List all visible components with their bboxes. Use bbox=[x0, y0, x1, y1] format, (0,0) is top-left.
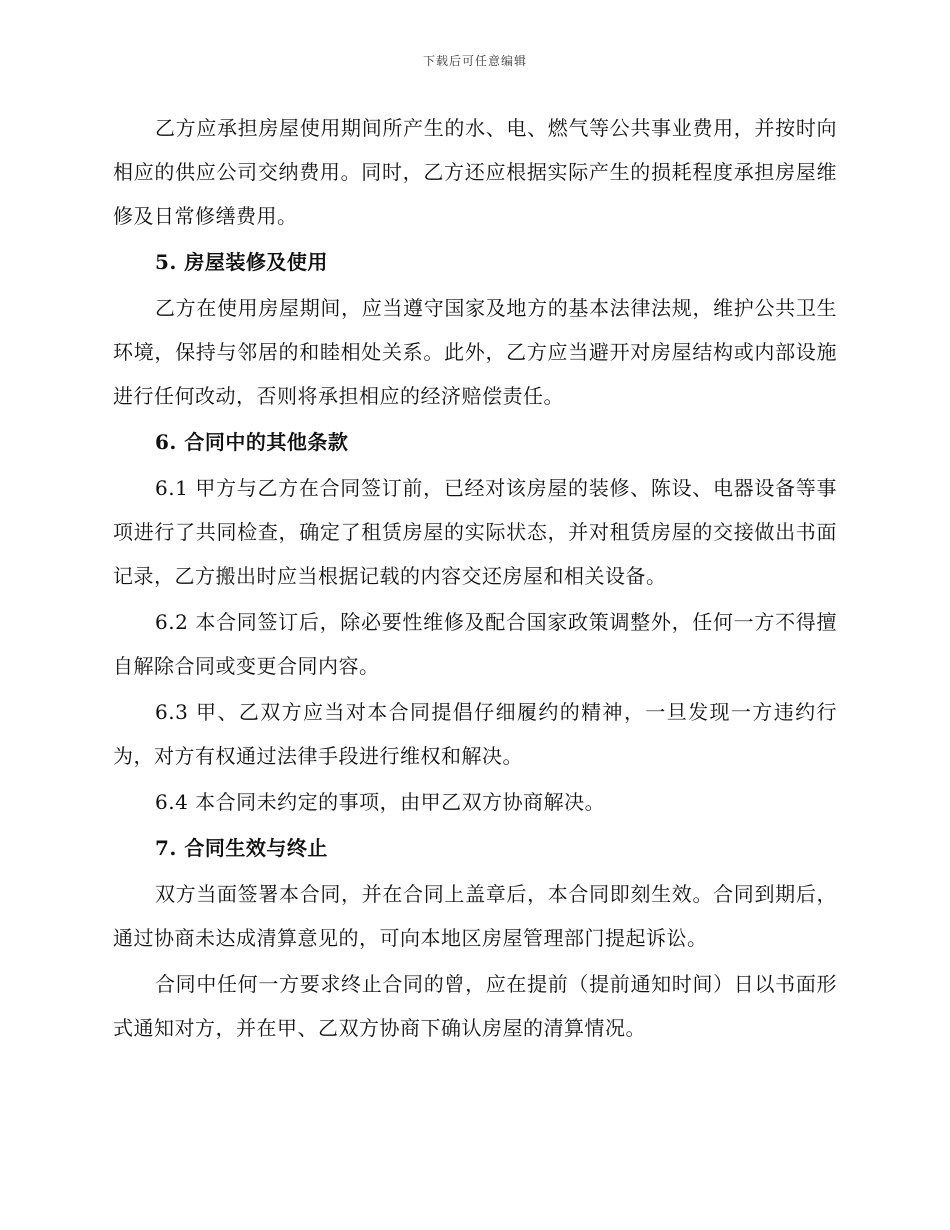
paragraph-decoration-use: 乙方在使用房屋期间，应当遵守国家及地方的基本法律法规，维护公共卫生环境，保持与邻居的和睦相处关系。此外，乙方应当避开对房屋结构或内部设施进行任何改动，否则将承担相应的经济赔偿责任。 bbox=[113, 296, 837, 408]
page-header: 下载后可任意编辑 bbox=[422, 54, 527, 68]
paragraph-effect: 双方当面签署本合同，并在合同上盖章后，本合同即刻生效。合同到期后，通过协商未达成清算意见的，可向本地区房屋管理部门提起诉讼。 bbox=[113, 882, 837, 950]
paragraph-6-3: 6.3 甲、乙双方应当对本合同提倡仔细履约的精神，一旦发现一方违约行为，对方有权通过法律手段进行维权和解决。 bbox=[113, 700, 837, 768]
section-heading-5: 5. 房屋装修及使用 bbox=[155, 250, 328, 274]
paragraph-6-2: 6.2 本合同签订后，除必要性维修及配合国家政策调整外，任何一方不得擅自解除合同或变更合同内容。 bbox=[113, 610, 837, 678]
paragraph-termination: 合同中任何一方要求终止合同的曾，应在提前（提前通知时间）日以书面形式通知对方，并在甲、乙双方协商下确认房屋的清算情况。 bbox=[113, 972, 837, 1040]
paragraph-utilities: 乙方应承担房屋使用期间所产生的水、电、燃气等公共事业费用，并按时向相应的供应公司交纳费用。同时，乙方还应根据实际产生的损耗程度承担房屋维修及日常修缮费用。 bbox=[113, 116, 837, 228]
section-heading-7: 7. 合同生效与终止 bbox=[155, 836, 328, 860]
paragraph-6-1: 6.1 甲方与乙方在合同签订前，已经对该房屋的装修、陈设、电器设备等事项进行了共同检查，确定了租赁房屋的实际状态，并对租赁房屋的交接做出书面记录，乙方搬出时应当根据记载的内容交还房屋和相关设备。 bbox=[113, 476, 837, 588]
paragraph-6-4: 6.4 本合同未约定的事项，由甲乙双方协商解决。 bbox=[155, 790, 606, 814]
section-heading-6: 6. 合同中的其他条款 bbox=[155, 430, 349, 454]
document-body bbox=[113, 106, 837, 1050]
